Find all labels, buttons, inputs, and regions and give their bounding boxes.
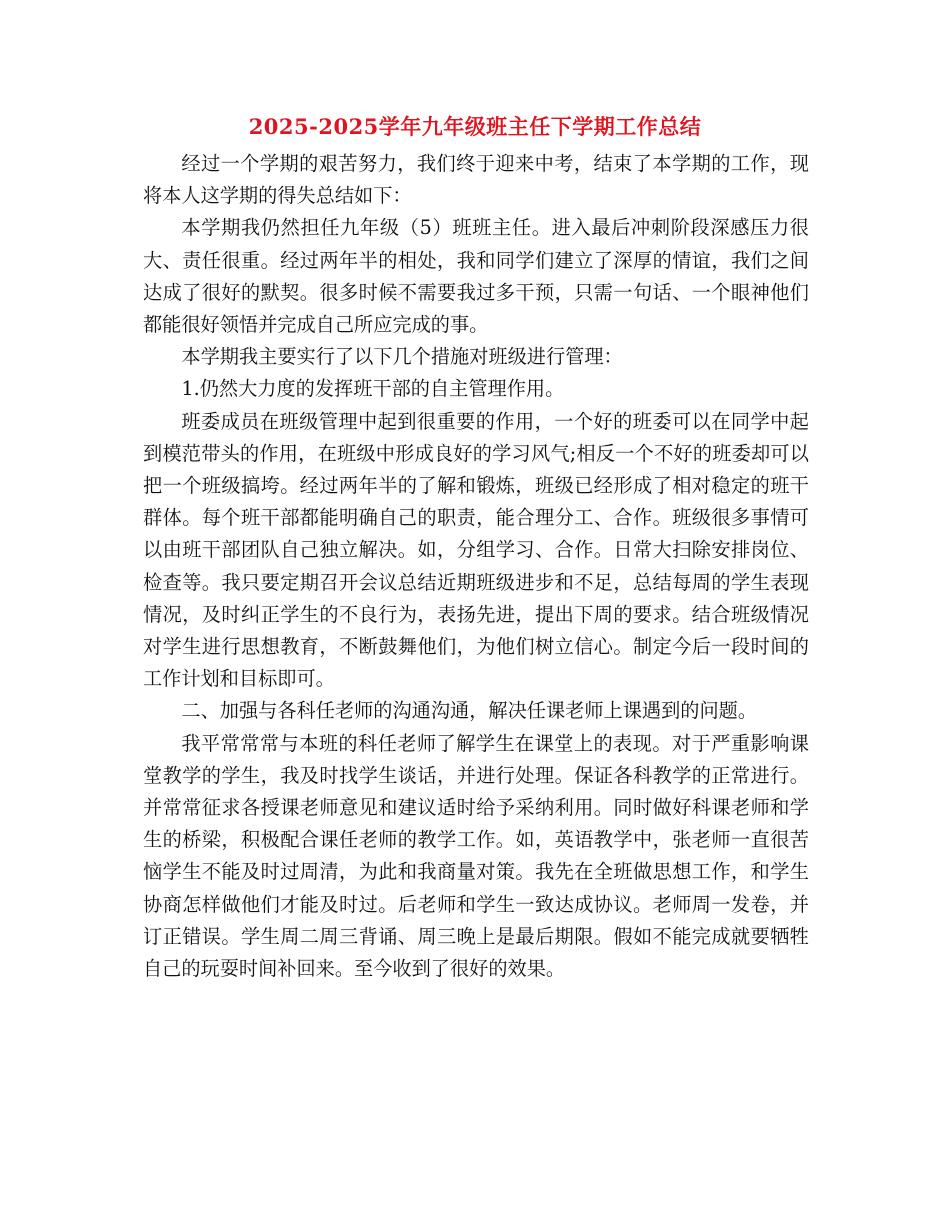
paragraph-heading-2: 二、加强与各科任老师的沟通沟通，解决任课老师上课遇到的问题。 xyxy=(181,699,758,723)
document-body xyxy=(143,148,809,985)
paragraph-class-committee: 班委成员在班级管理中起到很重要的作用，一个好的班委可以在同学中起到模范带头的作用，在班级中形成良好的学习风气;相反一个不好的班委却可以把一个班级搞垮。经过两年半的了解和锻炼，班级已经形成了相对稳定的班干群体。每个班干部都能明确自己的职责，能合理分工、合作。班级很多事情可以由班干部团队自己独立解决。如，分组学习、合作。日常大扫除安排岗位、检查等。我只要定期召开会议总结近期班级进步和不足，总结每周的学生表现情况，及时纠正学生的不良行为，表扬先进，提出下周的要求。结合班级情况对学生进行思想教育，不断鼓舞他们，为他们树立信心。制定今后一段时间的工作计划和目标即可。 xyxy=(143,409,809,691)
paragraph-heading-1: 1.仍然大力度的发挥班干部的自主管理作用。 xyxy=(181,377,565,401)
paragraph-class-role: 本学期我仍然担任九年级（5）班班主任。进入最后冲刺阶段深感压力很大、责任很重。经过两年半的相处，我和同学们建立了深厚的情谊，我们之间达成了很好的默契。很多时候不需要我过多干预，只需一句话、一个眼神他们都能很好领悟并完成自己所应完成的事。 xyxy=(143,216,809,337)
paragraph-teacher-communication: 我平常常常与本班的科任老师了解学生在课堂上的表现。对于严重影响课堂教学的学生，我及时找学生谈话，并进行处理。保证各科教学的正常进行。并常常征求各授课老师意见和建议适时给予采纳利用。同时做好科课老师和学生的桥梁，积极配合课任老师的教学工作。如，英语教学中，张老师一直很苦恼学生不能及时过周清，为此和我商量对策。我先在全班做思想工作，和学生协商怎样做他们才能及时过。后老师和学生一致达成协议。老师周一发卷，并订正错误。学生周二周三背诵、周三晚上是最后期限。假如不能完成就要牺牲自己的玩耍时间补回来。至今收到了很好的效果。 xyxy=(143,731,809,981)
paragraph-intro: 经过一个学期的艰苦努力，我们终于迎来中考，结束了本学期的工作，现将本人这学期的得失总结如下： xyxy=(143,152,809,208)
paragraph-measures-intro: 本学期我主要实行了以下几个措施对班级进行管理： xyxy=(181,345,623,369)
document-title: 2025-2025学年九年级班主任下学期工作总结 xyxy=(248,114,702,139)
